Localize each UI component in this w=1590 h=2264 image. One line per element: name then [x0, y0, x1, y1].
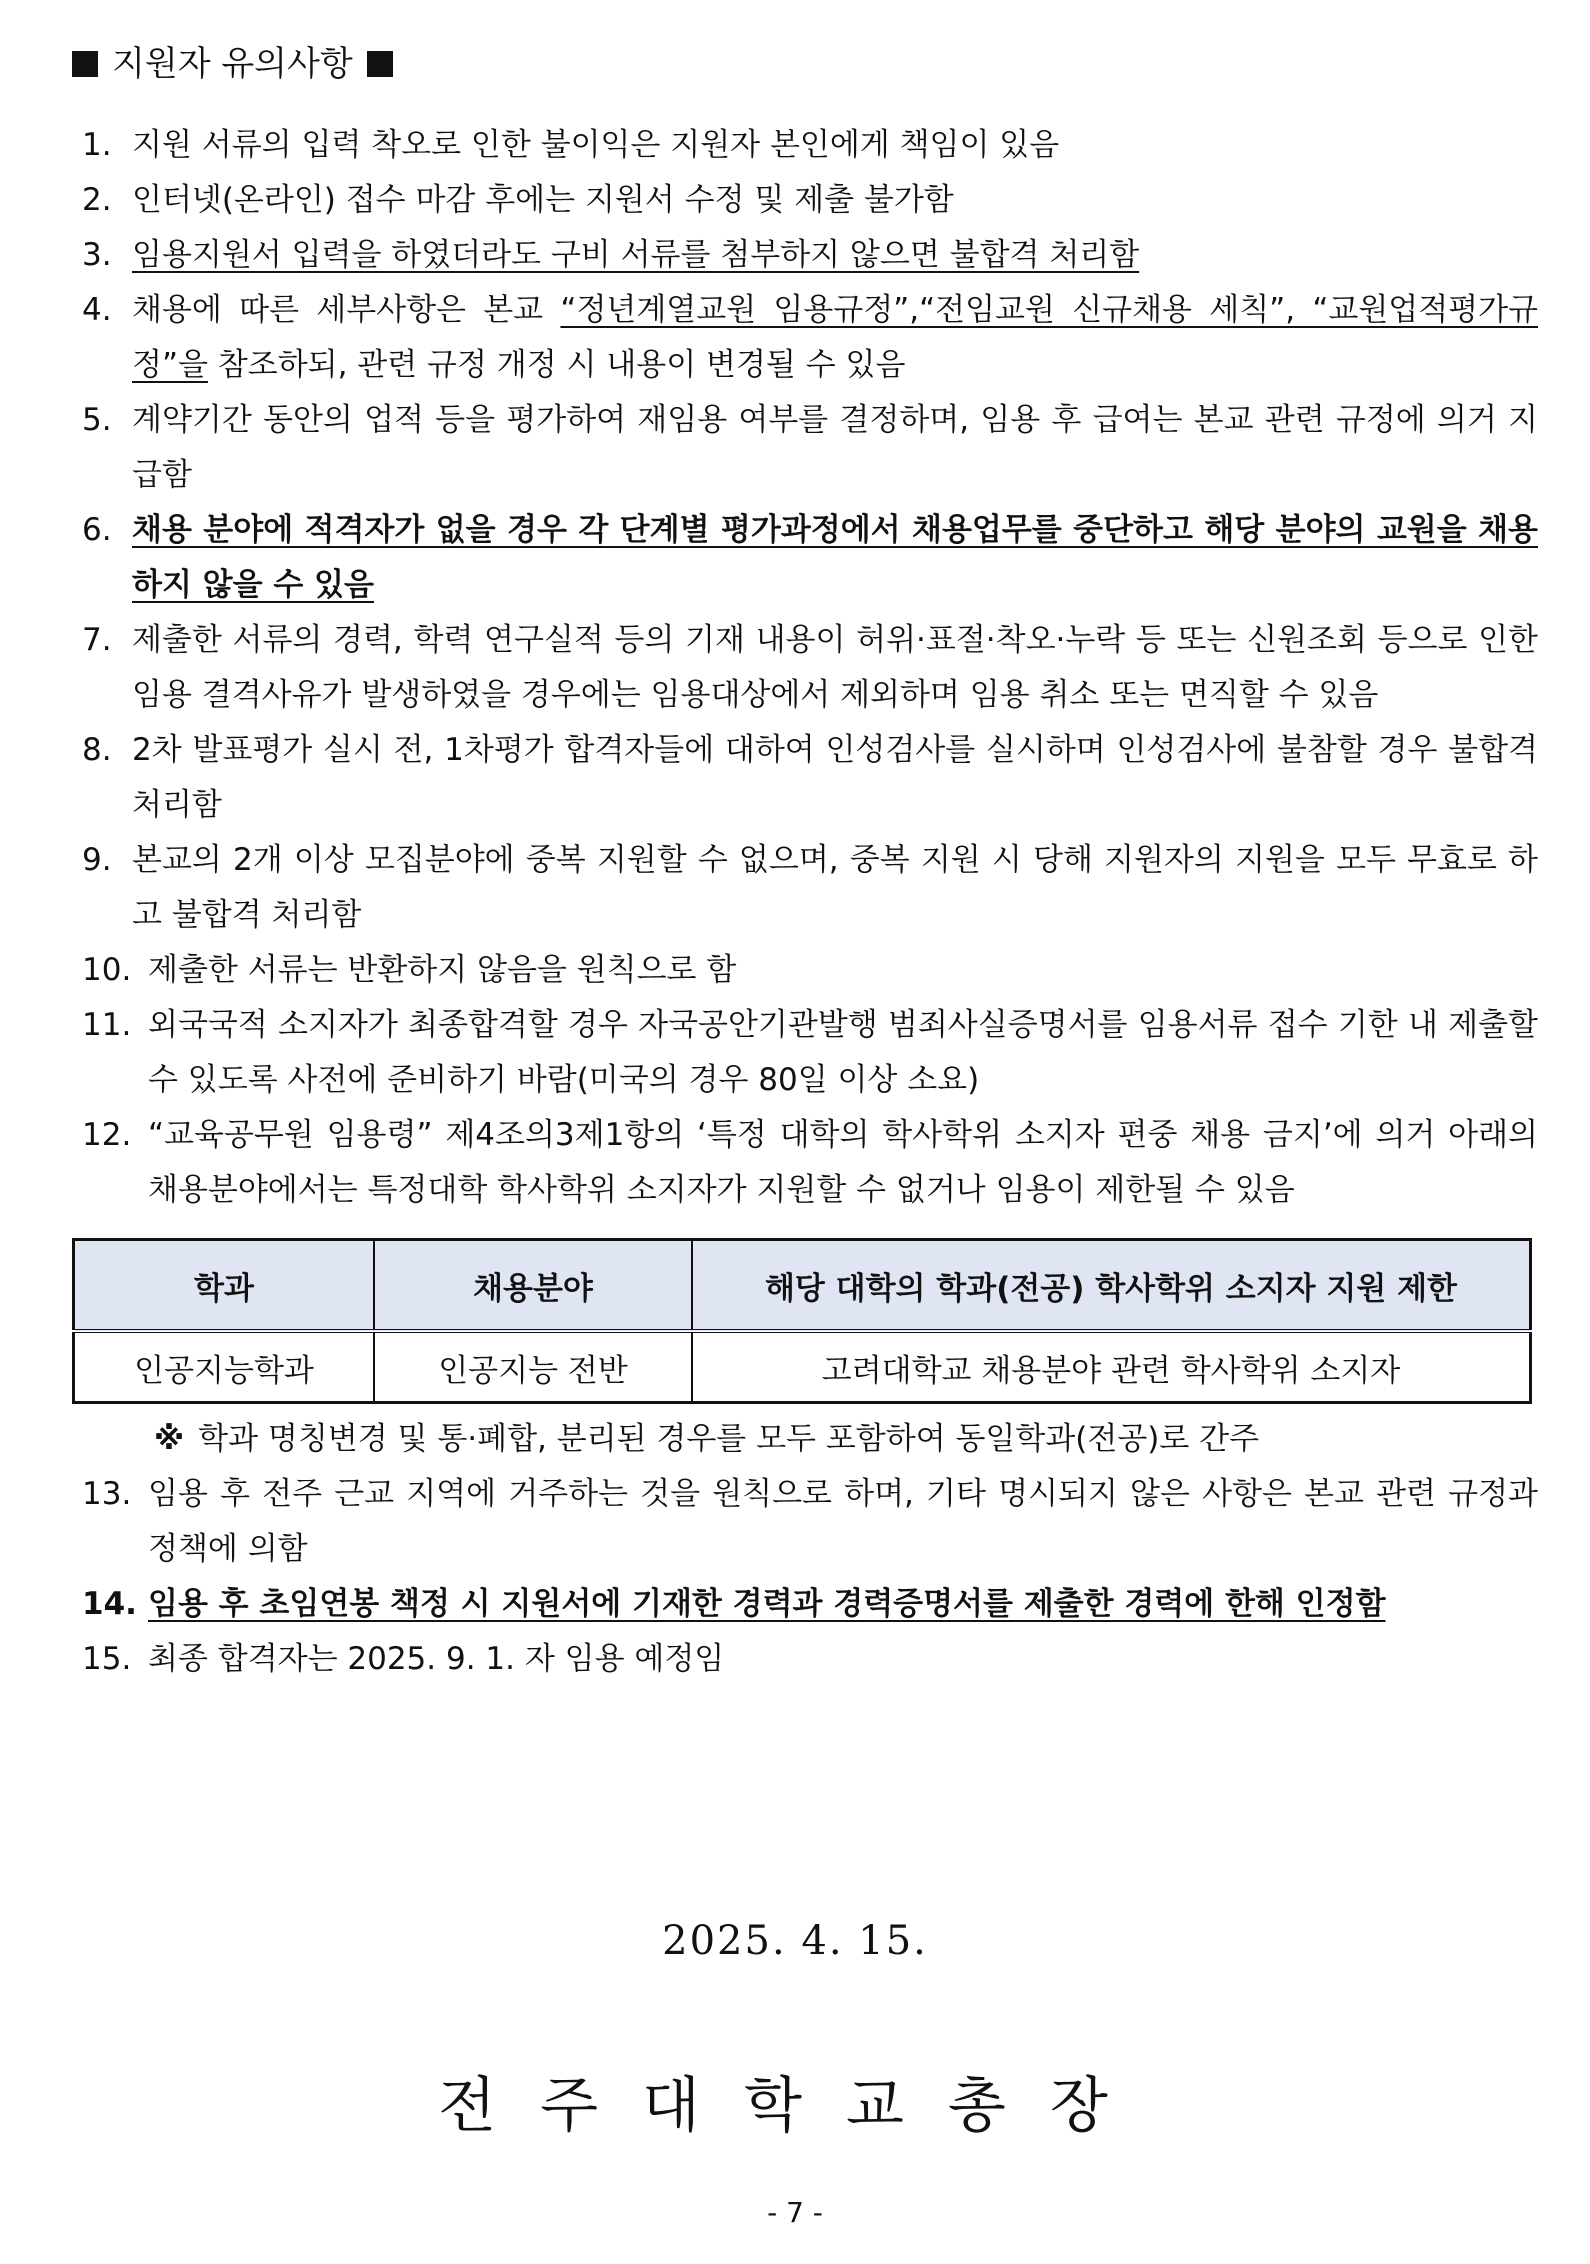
item-number: 15. [82, 1641, 132, 1677]
list-item [82, 118, 1538, 173]
item-text: 제출한 서류의 경력, 학력 연구실적 등의 기재 내용이 허위·표절·착오·누락 등 또는 신원조회 등으로 인한 임용 결격사유가 발생하였을 경우에는 임용대상에서 제외하며 임용 취소 또는 면직할 수 있음 [132, 622, 1538, 713]
list-item [82, 283, 1538, 393]
item-number: 14. [82, 1586, 137, 1622]
item-text: 임용 후 초임연봉 책정 시 지원서에 기재한 경력과 경력증명서를 제출한 경력에 한해 인정함 [148, 1586, 1386, 1622]
black-square-icon [72, 51, 98, 77]
item-number: 3. [82, 237, 112, 273]
item-number: 12. [82, 1117, 132, 1153]
item-text: 제출한 서류는 반환하지 않음을 원칙으로 함 [148, 952, 737, 988]
cell-field: 인공지능 전반 [374, 1331, 692, 1403]
cell-restriction: 고려대학교 채용분야 관련 학사학위 소지자 [692, 1331, 1531, 1403]
item-number: 6. [82, 512, 112, 548]
list-item [82, 943, 1538, 998]
list-item [82, 1577, 1538, 1632]
restriction-table-container [82, 1238, 1538, 1467]
list-item [82, 1632, 1538, 1687]
item-text: 채용에 따른 세부사항은 본교 “정년계열교원 임용규정”,“전임교원 신규채용 세칙”, “교원업적평가규정”을 참조하되, 관련 규정 개정 시 내용이 변경될 수 있음 [132, 292, 1538, 383]
list-item [82, 998, 1538, 1108]
restriction-table [72, 1238, 1532, 1404]
header-field: 채용분야 [374, 1240, 692, 1332]
header-department: 학과 [74, 1240, 375, 1332]
item-number: 5. [82, 402, 112, 438]
table-note [82, 1412, 1538, 1467]
header-restriction: 해당 대학의 학과(전공) 학사학위 소지자 지원 제한 [692, 1240, 1531, 1332]
item-number: 10. [82, 952, 132, 988]
item-text: 채용 분야에 적격자가 없을 경우 각 단계별 평가과정에서 채용업무를 중단하고 해당 분야의 교원을 채용하지 않을 수 있음 [132, 512, 1538, 603]
cell-department: 인공지능학과 [74, 1331, 375, 1403]
item-text: 임용 후 전주 근교 지역에 거주하는 것을 원칙으로 하며, 기타 명시되지 않은 사항은 본교 관련 규정과 정책에 의함 [148, 1476, 1538, 1567]
item-number: 1. [82, 127, 112, 163]
page-number: - 7 - [767, 2196, 823, 2229]
item-number: 13. [82, 1476, 132, 1512]
item-number: 8. [82, 732, 112, 768]
list-item [82, 393, 1538, 503]
list-item [82, 833, 1538, 943]
list-item [82, 613, 1538, 723]
list-item [82, 1467, 1538, 1577]
item-number: 7. [82, 622, 112, 658]
table-row [74, 1331, 1531, 1403]
document-date: 2025. 4. 15. [662, 1918, 928, 1964]
item-text: 인터넷(온라인) 접수 마감 후에는 지원서 수정 및 제출 불가함 [132, 182, 954, 218]
regulation-names: “정년계열교원 임용규정”,“전임교원 신규채용 세칙”, “교원업적평가규정”을 [132, 292, 1538, 383]
black-square-icon [367, 51, 393, 77]
list-item [82, 1108, 1538, 1218]
signer-title: 전주대학교총장 [438, 2071, 1152, 2141]
notice-list [82, 118, 1538, 1687]
item-text: 임용지원서 입력을 하였더라도 구비 서류를 첨부하지 않으면 불합격 처리함 [132, 237, 1140, 273]
list-item [82, 503, 1538, 613]
item-number: 9. [82, 842, 112, 878]
item-number: 11. [82, 1007, 132, 1043]
section-heading [72, 40, 393, 88]
item-text: 외국국적 소지자가 최종합격할 경우 자국공안기관발행 범죄사실증명서를 임용서류 접수 기한 내 제출할 수 있도록 사전에 준비하기 바람(미국의 경우 80일 이상 소요) [148, 1007, 1538, 1098]
item-text: 2차 발표평가 실시 전, 1차평가 합격자들에 대하여 인성검사를 실시하며 인성검사에 불참할 경우 불합격 처리함 [132, 732, 1538, 823]
item-text: “교육공무원 임용령” 제4조의3제1항의 ‘특정 대학의 학사학위 소지자 편중 채용 금지’에 의거 아래의 채용분야에서는 특정대학 학사학위 소지자가 지원할 수 없거나 임용이 제한될 수 있음 [148, 1117, 1538, 1208]
list-item [82, 723, 1538, 833]
item-number: 2. [82, 182, 112, 218]
list-item [82, 173, 1538, 228]
note-text: 학과 명칭변경 및 통·폐합, 분리된 경우를 모두 포함하여 동일학과(전공)로 간주 [198, 1421, 1260, 1457]
item-text: 본교의 2개 이상 모집분야에 중복 지원할 수 없으며, 중복 지원 시 당해 지원자의 지원을 모두 무효로 하고 불합격 처리함 [132, 842, 1538, 933]
item-text: 최종 합격자는 2025. 9. 1. 자 임용 예정임 [148, 1641, 725, 1677]
section-heading-title: 지원자 유의사항 [112, 44, 353, 84]
item-number: 4. [82, 292, 112, 328]
item-text: 지원 서류의 입력 착오로 인한 불이익은 지원자 본인에게 책임이 있음 [132, 127, 1060, 163]
list-item [82, 228, 1538, 283]
item-text: 계약기간 동안의 업적 등을 평가하여 재임용 여부를 결정하며, 임용 후 급여는 본교 관련 규정에 의거 지급함 [132, 402, 1538, 493]
reference-mark-icon: ※ [154, 1421, 185, 1457]
table-header-row [74, 1240, 1531, 1332]
